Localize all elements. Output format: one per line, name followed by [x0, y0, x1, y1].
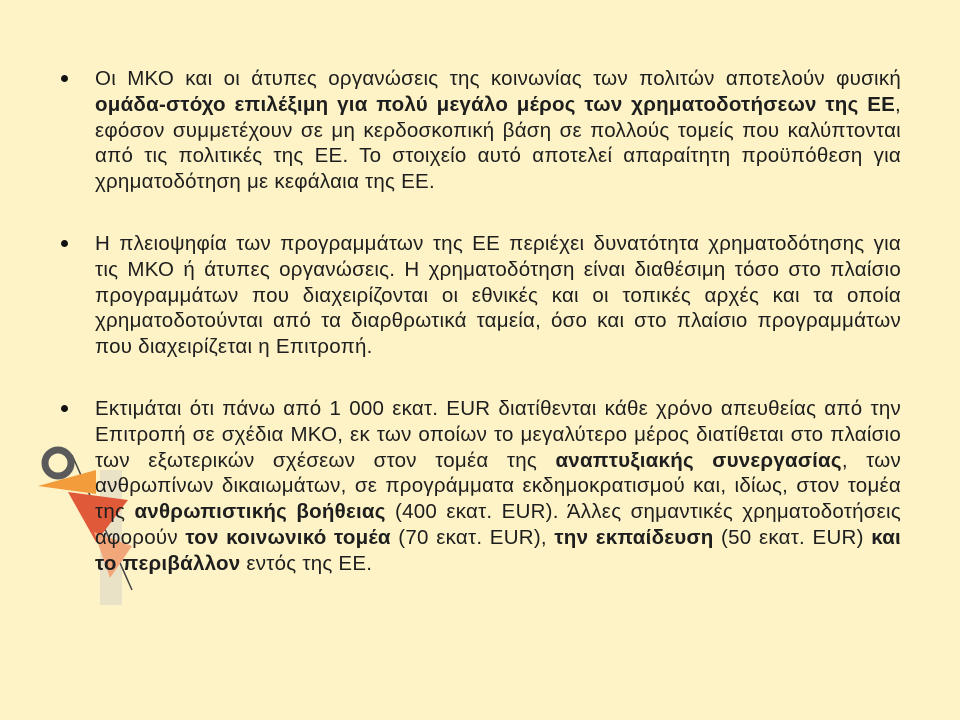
bullet-text-emphasis: ανθρωπιστικής βοήθειας — [134, 500, 386, 524]
bullet-text-emphasis: και το περιβάλλον — [95, 525, 902, 575]
decorative-ring — [45, 450, 71, 476]
bullet-item — [95, 66, 901, 195]
bullet-text: (50 εκατ. EUR) — [713, 525, 872, 549]
bullet-text-emphasis: αναπτυξιακής συνεργασίας — [555, 448, 842, 472]
bullet-text: Οι ΜΚΟ και οι άτυπες οργανώσεις της κοινωνίας των πολιτών αποτελούν φυσική — [95, 67, 901, 90]
slide-body — [95, 66, 901, 613]
bullet-text-emphasis: ομάδα-στόχο επιλέξιμη για πολύ μεγάλο μέρος των χρηματοδοτήσεων της ΕΕ — [95, 92, 896, 116]
bullet-text: , των ανθρωπίνων δικαιωμάτων, σε προγράμματα εκδημοκρατισμού και, ιδίως, στον τομέα της — [95, 448, 901, 524]
bullet-text: εντός της ΕΕ. — [240, 551, 373, 575]
bullet-text: Η πλειοψηφία των προγραμμάτων της ΕΕ περιέχει δυνατότητα χρηματοδότησης για τις ΜΚΟ ή άτυπες οργανώσεις. Η χρηματοδότηση είναι διαθέσιμη τόσο στο πλαίσιο προγραμμάτων που διαχειρίζονται οι εθνικές και οι τοπικές αρχές και τα οποία χρηματοδοτούνται από τα διαρθρωτικά ταμεία, όσο και στο πλαίσιο προγραμμάτων που διαχειρίζεται η Επιτροπή. — [95, 231, 901, 359]
bullet-text: Εκτιμάται ότι πάνω από 1 000 εκατ. EUR διατίθενται κάθε χρόνο απευθείας από την Επιτροπή σε σχέδια ΜΚΟ, εκ των οποίων το μεγαλύτερο μέρος διατίθεται στο πλαίσιο των εξωτερικών σχέσεων στον τομέα της — [95, 396, 901, 472]
bullet-text-emphasis: την εκπαίδευση — [554, 525, 714, 549]
bullet-item — [95, 396, 901, 577]
bullet-dot — [61, 405, 68, 412]
bullet-text: (70 εκατ. EUR), — [390, 525, 555, 549]
bullet-text: , εφόσον συμμετέχουν σε μη κερδοσκοπική βάση σε πολλούς τομείς που καλύπτονται από τις πολιτικές της ΕΕ. Το στοιχείο αυτό αποτελεί απαραίτητη προϋπόθεση για χρηματοδότηση με κεφάλαια της ΕΕ. — [95, 92, 901, 194]
bullet-dot — [61, 240, 68, 247]
bullet-dot — [61, 75, 68, 82]
bullet-item — [95, 231, 901, 360]
bullet-text: (400 εκατ. EUR). Άλλες σημαντικές χρηματοδοτήσεις αφορούν — [95, 500, 901, 549]
bullet-text-emphasis: τον κοινωνικό τομέα — [185, 525, 391, 549]
